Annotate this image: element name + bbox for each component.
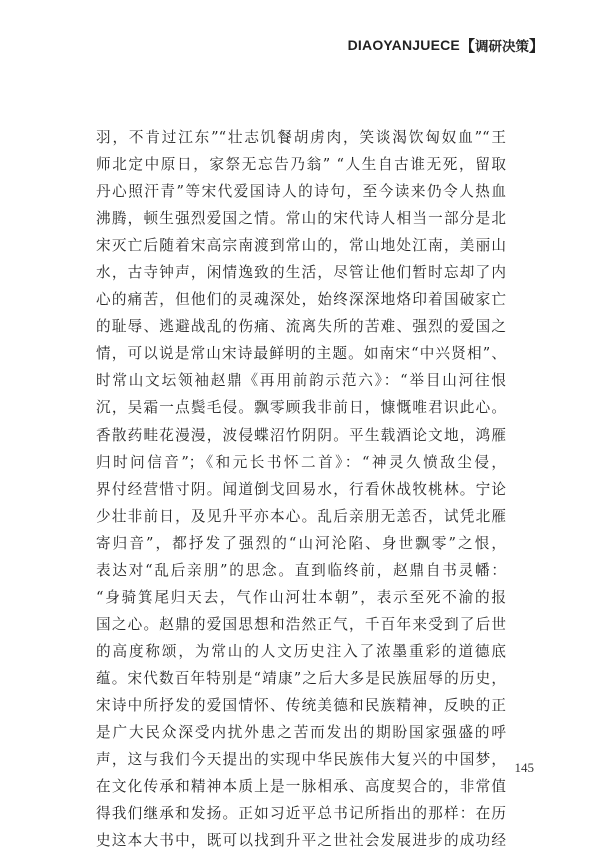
text-line: 情，可以说是常山宋诗最鲜明的主题。如南宋“中兴贤相”、 [96, 345, 506, 363]
body-text [96, 124, 506, 854]
text-line: 表达对“乱后亲朋”的思念。直到临终前，赵鼎自书灵幡： [96, 561, 506, 579]
header-close-bracket: 】 [528, 36, 544, 55]
text-line: 归时问信音”；《和元长书怀二首》：“神灵久愤敌尘侵， [96, 453, 506, 471]
text-line: “身骑箕尾归天去，气作山河壮本朝”，表示至死不渝的报 [96, 588, 506, 606]
text-line: 心的痛苦，但他们的灵魂深处，始终深深地烙印着国破家亡 [96, 291, 506, 309]
text-line: 师北定中原日，家祭无忘告乃翁” “人生自古谁无死，留取 [96, 156, 506, 174]
text-line: 国之心。赵鼎的爱国思想和浩然正气，千百年来受到了后世 [96, 615, 506, 633]
text-line: 的高度称颂，为常山的人文历史注入了浓墨重彩的道德底 [96, 642, 506, 660]
text-line: 寄归音”，都抒发了强烈的“山河沦陷、身世飘零”之恨， [96, 534, 506, 552]
text-line: 史这本大书中，既可以找到升平之世社会发展进步的成功经 [96, 832, 506, 850]
text-line: 在文化传承和精神本质上是一脉相承、高度契合的，非常值 [96, 778, 506, 796]
text-line: 得我们继承和发扬。正如习近平总书记所指出的那样：在历 [96, 805, 506, 823]
text-line: 宋灭亡后随着宋高宗南渡到常山的，常山地处江南，美丽山 [96, 237, 506, 255]
header-open-bracket: 【 [459, 36, 475, 55]
text-line: 宋诗中所抒发的爱国情怀、传统美德和民族精神，反映的正 [96, 696, 506, 714]
text-line: 蕴。宋代数百年特别是“靖康”之后大多是民族屈辱的历史， [96, 669, 506, 687]
text-line: 香散药畦花漫漫，波侵蝶沼竹阴阴。平生载酒论文地，鸿雁 [96, 426, 506, 444]
text-line: 少壮非前日，及见升平亦本心。乱后亲朋无恙否，试凭北雁 [96, 507, 506, 525]
text-line: 的耻辱、逃避战乱的伤痛、流离失所的苦难、强烈的爱国之 [96, 318, 506, 336]
text-line: 界付经营惜寸阴。闻道倒戈回易水，行看休战牧桃林。宁论 [96, 480, 506, 498]
text-line: 丹心照汗青”等宋代爱国诗人的诗句，至今读来仍令人热血 [96, 183, 506, 201]
text-line: 时常山文坛领袖赵鼎《再用前韵示范六》：“举目山河往恨 [96, 372, 506, 390]
running-header [348, 35, 544, 55]
text-line: 水，古寺钟声，闲情逸致的生活，尽管让他们暂时忘却了内 [96, 264, 506, 282]
header-column-name: 调研决策 [474, 39, 529, 55]
header-latin-title: DIAOYANJUECE [347, 37, 460, 53]
text-line: 是广大民众深受内扰外患之苦而发出的期盼国家强盛的呼 [96, 724, 506, 742]
text-line: 声，这与我们今天提出的实现中华民族伟大复兴的中国梦， [96, 751, 506, 769]
text-line: 羽，不肯过江东”“壮志饥餐胡虏肉，笑谈渴饮匈奴血”“王 [96, 129, 506, 146]
text-line: 沉，吴霜一点鬓毛侵。飘零顾我非前日，慷慨唯君识此心。 [96, 399, 506, 417]
page-number: 145 [514, 760, 534, 775]
text-line: 沸腾，顿生强烈爱国之情。常山的宋代诗人相当一部分是北 [96, 210, 506, 228]
